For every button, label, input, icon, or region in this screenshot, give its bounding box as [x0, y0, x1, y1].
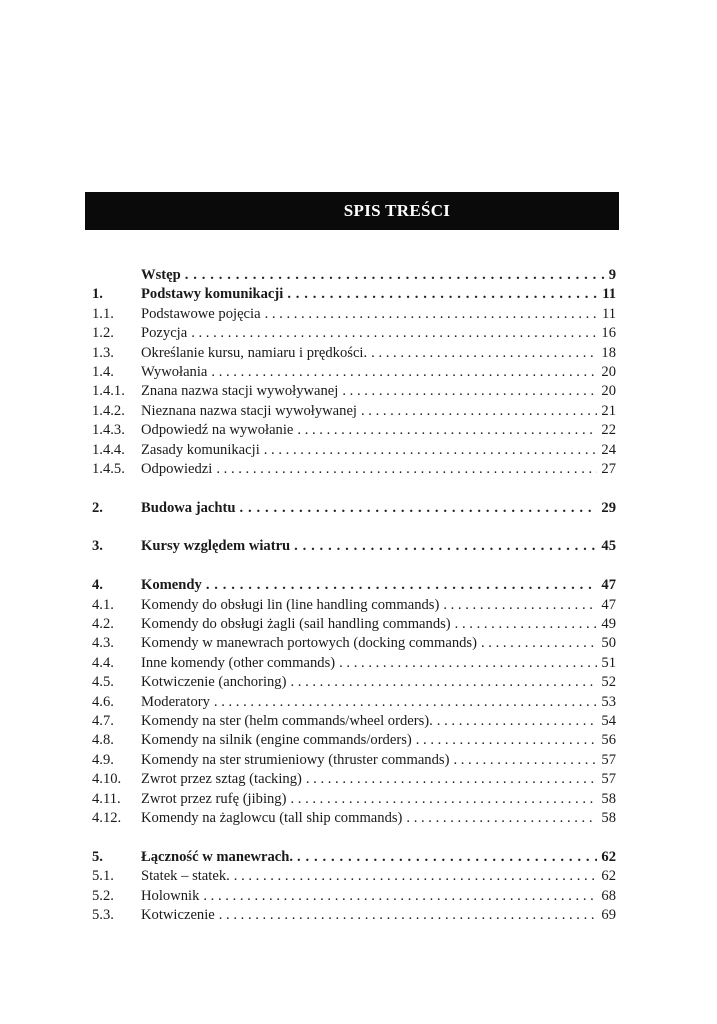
- toc-section-row: [92, 770, 616, 789]
- toc-section-row: [92, 867, 616, 886]
- dot-leader: [306, 770, 598, 789]
- toc-entry-body: [141, 499, 616, 518]
- toc-entry-title: Określanie kursu, namiaru i prędkości.: [141, 344, 368, 361]
- toc-entry-page: 53: [601, 693, 616, 710]
- toc-entry-page: 47: [601, 577, 616, 594]
- toc-header-title: SPIS TREŚCI: [343, 201, 451, 220]
- toc-entry-body: [141, 576, 616, 595]
- toc-section-row: [92, 363, 616, 382]
- toc-section-row: [92, 731, 616, 750]
- toc-entry-body: [141, 654, 616, 673]
- toc-entry-page: 49: [601, 616, 616, 633]
- dot-leader: [287, 285, 598, 304]
- toc-entry-number: 1.4.2.: [92, 402, 125, 419]
- toc-entry-page: 50: [601, 635, 616, 652]
- toc-entry-body: [141, 363, 616, 382]
- toc-entry-title: Podstawowe pojęcia: [141, 305, 261, 322]
- toc-entry-number: 5.1.: [92, 868, 114, 885]
- toc-section-row: [92, 441, 616, 460]
- dot-leader: [443, 596, 597, 615]
- toc-entry-title: Budowa jachtu: [141, 499, 236, 516]
- toc-entry-number: 1.3.: [92, 344, 114, 361]
- toc-entry-number: 4.6.: [92, 693, 114, 710]
- toc-entry-page: 45: [601, 538, 616, 555]
- dot-leader: [455, 615, 598, 634]
- toc-entry-number: 5.2.: [92, 887, 114, 904]
- toc-section-row: [92, 654, 616, 673]
- toc-entry-body: [141, 441, 616, 460]
- toc-section-row: [92, 712, 616, 731]
- toc-entry-title: Znana nazwa stacji wywoływanej: [141, 383, 339, 400]
- toc-entry-number: 4.11.: [92, 790, 121, 807]
- toc-entry-page: 21: [601, 402, 616, 419]
- toc-entry-title: Komendy: [141, 577, 202, 594]
- toc-entry-page: 69: [601, 906, 616, 923]
- dot-leader: [216, 460, 597, 479]
- toc-entry-number: 4.1.: [92, 596, 114, 613]
- toc-entry-number: 1.4.3.: [92, 422, 125, 439]
- dot-leader: [239, 499, 597, 518]
- dot-leader: [219, 906, 598, 925]
- toc-entry-body: [141, 693, 616, 712]
- toc-section-row: [92, 751, 616, 770]
- toc-entry-title: Komendy na ster strumieniowy (thruster commands): [141, 751, 450, 768]
- dot-leader: [211, 363, 597, 382]
- toc-entry-page: 11: [602, 286, 616, 303]
- dot-leader: [290, 790, 597, 809]
- toc-entry-body: [141, 887, 616, 906]
- toc-section-row: [92, 344, 616, 363]
- toc-entry-number: 1.2.: [92, 325, 114, 342]
- toc-section-row: [92, 906, 616, 925]
- toc-entry-title: Zasady komunikacji: [141, 441, 260, 458]
- dot-leader: [206, 576, 598, 595]
- dot-leader: [264, 441, 598, 460]
- toc-section-row: [92, 790, 616, 809]
- toc-entry-page: 9: [608, 267, 616, 283]
- toc-entry-body: [141, 324, 616, 343]
- toc-entry-number: 4.12.: [92, 809, 122, 826]
- toc-entry-body: [141, 382, 616, 401]
- toc-entry-body: [141, 790, 616, 809]
- toc-entry-number: 5.: [92, 848, 103, 865]
- toc-entry-body: [141, 867, 616, 886]
- toc-entry-title: Kotwiczenie (anchoring): [141, 674, 287, 691]
- toc-entry-page: 62: [601, 868, 616, 885]
- toc-entry-number: 4.3.: [92, 635, 114, 652]
- toc-entry-title: Łączność w manewrach.: [141, 848, 293, 865]
- toc-entry-body: [141, 848, 616, 867]
- toc-entry-title: Kursy względem wiatru: [141, 538, 291, 555]
- toc-entry-body: [141, 712, 616, 731]
- toc-entry-title: Wywołania: [141, 363, 208, 380]
- dot-leader: [416, 731, 598, 750]
- toc-entry-title: Komendy do obsługi lin (line handling commands): [141, 596, 440, 613]
- dot-leader: [234, 867, 598, 886]
- toc-entry-body: [141, 751, 616, 770]
- toc-chapter-row: [92, 848, 616, 867]
- toc-gap: [92, 518, 616, 537]
- toc-entry-number: 2.: [92, 499, 103, 516]
- toc-entry-body: [141, 421, 616, 440]
- toc-section-row: [92, 305, 616, 324]
- toc-entry-body: [141, 402, 616, 421]
- toc-entry-title: Zwrot przez rufę (jibing): [141, 790, 287, 807]
- toc-section-row: [92, 382, 616, 401]
- toc-chapter-row: [92, 266, 616, 285]
- dot-leader: [297, 848, 597, 867]
- toc-section-row: [92, 402, 616, 421]
- dot-leader: [406, 809, 597, 828]
- toc-chapter-row: [92, 499, 616, 518]
- dot-leader: [297, 421, 597, 440]
- toc-header-bar: [85, 192, 619, 230]
- toc-section-row: [92, 460, 616, 479]
- dot-leader: [342, 382, 597, 401]
- toc-entry-page: 56: [601, 732, 616, 749]
- toc-entry-page: 57: [601, 751, 616, 768]
- toc-entry-body: [141, 460, 616, 479]
- toc-entry-number: 1.: [92, 286, 103, 303]
- toc-entry-page: 51: [601, 654, 616, 671]
- toc-section-row: [92, 809, 616, 828]
- toc-section-row: [92, 615, 616, 634]
- toc-chapter-row: [92, 576, 616, 595]
- toc-entry-page: 20: [601, 363, 616, 380]
- toc-entry-number: 4.8.: [92, 732, 114, 749]
- toc-section-row: [92, 673, 616, 692]
- toc-section-row: [92, 887, 616, 906]
- toc-entry-title: Inne komendy (other commands): [141, 654, 336, 671]
- toc-entry-page: 27: [601, 460, 616, 477]
- toc-section-row: [92, 324, 616, 343]
- toc-section-row: [92, 693, 616, 712]
- toc-entry-page: 18: [601, 344, 616, 361]
- toc-entry-body: [141, 770, 616, 789]
- toc-gap: [92, 828, 616, 847]
- toc-entry-page: 58: [601, 790, 616, 807]
- toc-entry-number: 1.4.: [92, 363, 114, 380]
- toc-entry-page: 20: [601, 383, 616, 400]
- toc-entry-title: Odpowiedź na wywołanie: [141, 422, 294, 439]
- toc-entry-number: 4.5.: [92, 674, 114, 691]
- toc-entry-page: 54: [601, 712, 616, 729]
- toc-entry-number: 1.4.1.: [92, 383, 125, 400]
- toc-entry-number: 4.4.: [92, 654, 114, 671]
- toc-entry-page: 11: [601, 305, 616, 322]
- toc-gap: [92, 557, 616, 576]
- toc-entry-title: Komendy na silnik (engine commands/orders): [141, 732, 412, 749]
- toc-entry-page: 47: [601, 596, 616, 613]
- toc-entry-number: 4.7.: [92, 712, 114, 729]
- toc-gap: [92, 479, 616, 498]
- toc-entry-body: [141, 266, 616, 285]
- toc-entry-number: 3.: [92, 538, 103, 555]
- toc-entry-body: [141, 809, 616, 828]
- toc-entry-number: 4.: [92, 577, 103, 594]
- toc-entry-page: 68: [601, 887, 616, 904]
- toc-entry-body: [141, 634, 616, 653]
- toc-entry-body: [141, 344, 616, 363]
- toc-entry-page: 29: [601, 499, 616, 516]
- toc-entry-title: Moderatory: [141, 693, 210, 710]
- toc-entry-page: 58: [601, 809, 616, 826]
- toc-entry-page: 62: [601, 848, 616, 865]
- dot-leader: [265, 305, 598, 324]
- toc-entry-body: [141, 731, 616, 750]
- toc-entry-page: 57: [601, 771, 616, 788]
- toc-entry-number: 5.3.: [92, 906, 114, 923]
- dot-leader: [437, 712, 598, 731]
- toc-entry-page: 16: [601, 325, 616, 342]
- dot-leader: [214, 693, 598, 712]
- toc-entry-body: [141, 673, 616, 692]
- toc-entry-number: 4.9.: [92, 751, 114, 768]
- toc-entry-body: [141, 596, 616, 615]
- toc-entry-title: Holownik: [141, 887, 200, 904]
- toc-entry-number: 1.4.5.: [92, 460, 125, 477]
- toc-chapter-row: [92, 285, 616, 304]
- dot-leader: [191, 324, 597, 343]
- toc-entry-title: Kotwiczenie: [141, 906, 215, 923]
- toc-entry-title: Nieznana nazwa stacji wywoływanej: [141, 402, 357, 419]
- toc-entry-number: 4.10.: [92, 771, 122, 788]
- toc-section-row: [92, 634, 616, 653]
- toc-entry-title: Komendy na żaglowcu (tall ship commands): [141, 809, 403, 826]
- toc-entry-body: [141, 537, 616, 556]
- toc-entry-title: Zwrot przez sztag (tacking): [141, 771, 302, 788]
- toc-entry-page: 24: [601, 441, 616, 458]
- toc-entry-title: Komendy w manewrach portowych (docking commands): [141, 635, 477, 652]
- toc-entry-title: Pozycja: [141, 325, 188, 342]
- toc-entry-title: Komendy do obsługi żagli (sail handling commands): [141, 616, 451, 633]
- toc-entry-title: Wstęp: [141, 267, 181, 283]
- dot-leader: [339, 654, 597, 673]
- toc-entry-body: [141, 285, 616, 304]
- toc-chapter-row: [92, 537, 616, 556]
- toc-entry-title: Podstawy komunikacji: [141, 286, 284, 303]
- dot-leader: [294, 537, 597, 556]
- dot-leader: [361, 402, 597, 421]
- dot-leader: [453, 751, 597, 770]
- toc-entry-page: 52: [601, 674, 616, 691]
- toc-entry-number: 1.4.4.: [92, 441, 125, 458]
- toc-section-row: [92, 421, 616, 440]
- dot-leader: [203, 887, 597, 906]
- toc-entry-title: Statek – statek.: [141, 868, 230, 885]
- toc-entry-title: Odpowiedzi: [141, 460, 213, 477]
- toc-entry-body: [141, 305, 616, 324]
- dot-leader: [290, 673, 597, 692]
- dot-leader: [481, 634, 597, 653]
- toc-section-row: [92, 596, 616, 615]
- dot-leader: [185, 266, 605, 285]
- toc-entry-number: 4.2.: [92, 616, 114, 633]
- toc-entry-number: 1.1.: [92, 305, 114, 322]
- toc-entry-title: Komendy na ster (helm commands/wheel orders).: [141, 712, 433, 729]
- toc-entry-body: [141, 906, 616, 925]
- toc-entry-body: [141, 615, 616, 634]
- toc-entry-page: 22: [601, 422, 616, 439]
- table-of-contents: [92, 266, 616, 925]
- dot-leader: [371, 344, 597, 363]
